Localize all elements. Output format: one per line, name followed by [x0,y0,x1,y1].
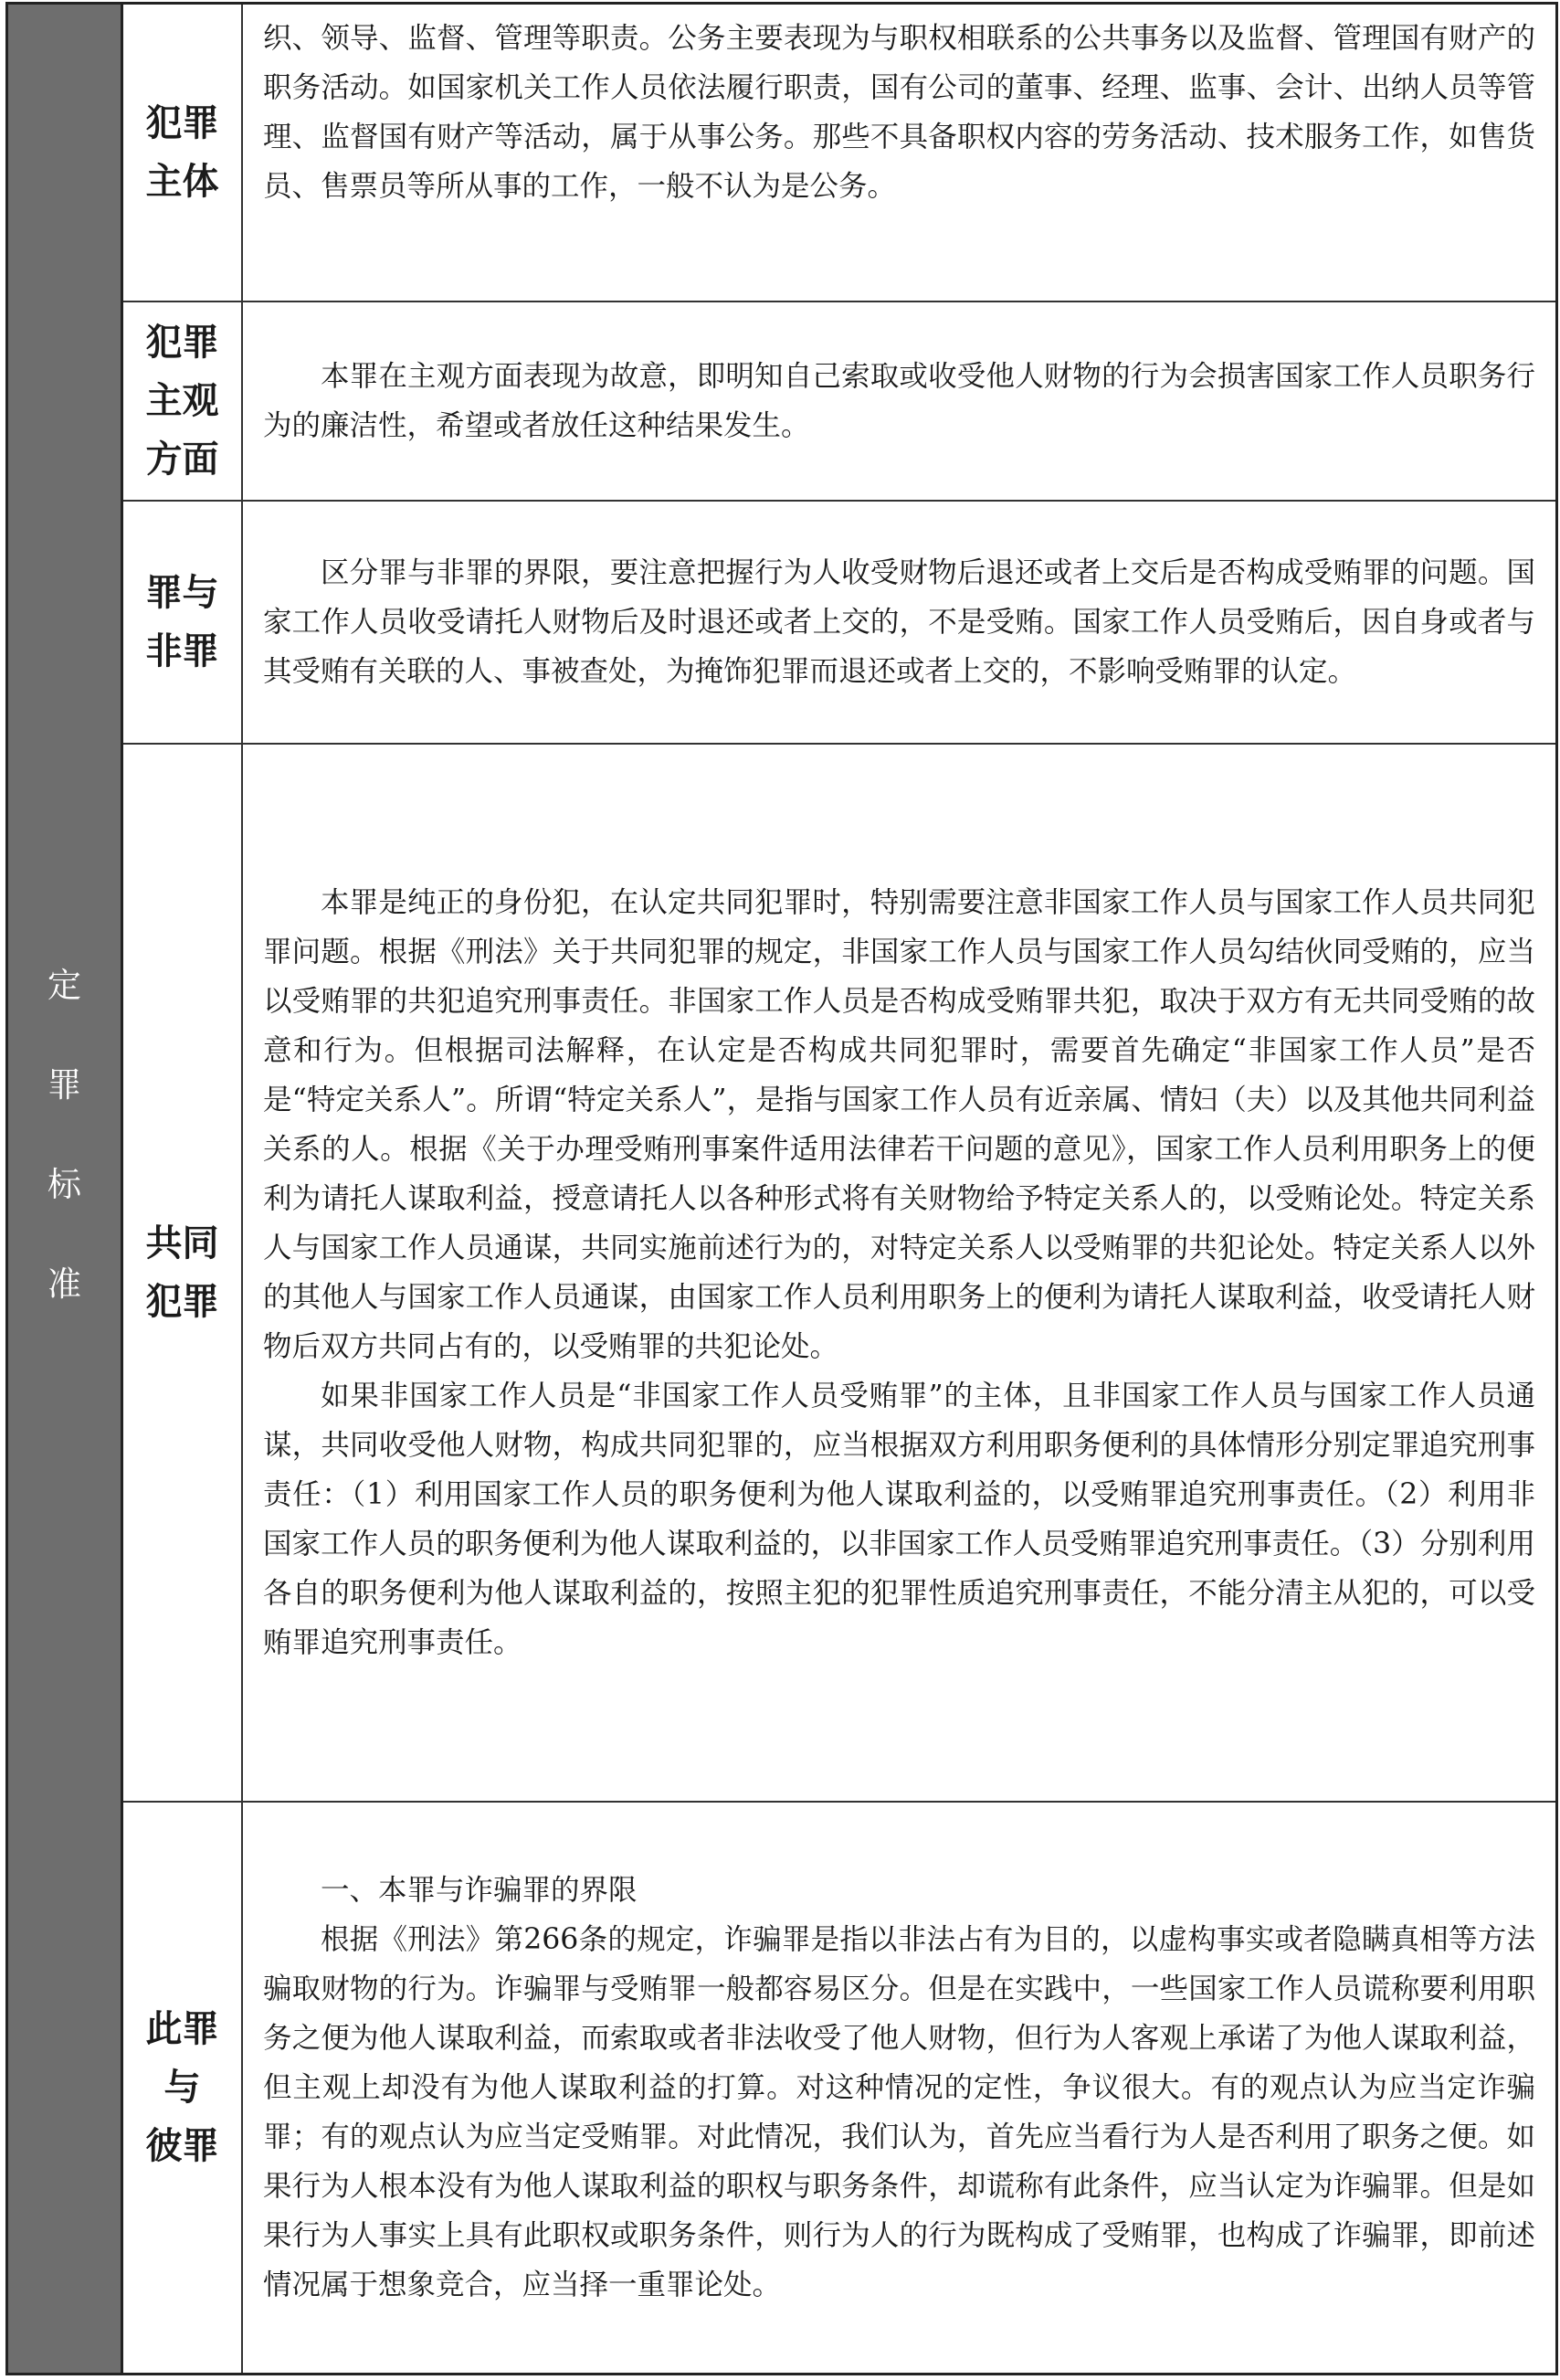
row-heading [123,745,243,1801]
paragraph: 区分罪与非罪的界限，要注意把握行为人收受财物后退还或者上交后是否构成受贿罪的问题。国家工作人员收受请托人财物后及时退还或者上交的，不是受贿。国家工作人员受贿后，因自身或者与其受贿有关联的人、事被查处，为掩饰犯罪而退还或者上交的，不影响受贿罪的认定。 [263,556,1535,688]
row-heading-line: 共同 [145,1222,219,1264]
row-content [243,5,1555,301]
paragraph: 本罪在主观方面表现为故意，即明知自己索取或收受他人财物的行为会损害国家工作人员职务行为的廉洁性，希望或者放任这种结果发生。 [263,360,1535,442]
sidebar-char: 标 [47,1165,81,1204]
sidebar-label [8,968,121,1367]
paragraph: 本罪是纯正的身份犯，在认定共同犯罪时，特别需要注意非国家工作人员与国家工作人员共同犯罪问题。根据《刑法》关于共同犯罪的规定，非国家工作人员与国家工作人员勾结伙同受贿的，应当以受贿罪的共犯追究刑事责任。非国家工作人员是否构成受贿罪共犯，取决于双方有无共同受贿的故意和行为。但根据司法解释，在认定是否构成共同犯罪时，需要首先确定“非国家工作人员”是否是“特定关系人”。所谓“特定关系人”，是指与国家工作人员有近亲属、情妇（夫）以及其他共同利益关系的人。根据《关于办理受贿刑事案件适用法律若干问题的意见》，国家工作人员利用职务上的便利为请托人谋取利益，授意请托人以各种形式将有关财物给予特定关系人的，以受贿论处。特定关系人与国家工作人员通谋，共同实施前述行为的，对特定关系人以受贿罪的共犯论处。特定关系人以外的其他人与国家工作人员通谋，由国家工作人员利用职务上的便利为请托人谋取利益，收受请托人财物后双方共同占有的，以受贿罪的共犯论处。 [263,886,1535,1363]
table-page [5,2,1558,2375]
table-rows [123,5,1555,2373]
sidebar-char: 定 [47,966,81,1005]
row-heading [123,302,243,500]
row-heading [123,1803,243,2373]
row-heading [123,502,243,743]
sidebar-char: 准 [47,1264,81,1304]
row-heading-line: 主观 [145,380,219,422]
paragraph: 织、领导、监督、管理等职责。公务主要表现为与职权相联系的公共事务以及监督、管理国有财产的职务活动。如国家机关工作人员依法履行职责，国有公司的董事、经理、监事、会计、出纳人员等管理、监督国有财产等活动，属于从事公务。那些不具备职权内容的劳务活动、技术服务工作，如售货员、售票员等所从事的工作，一般不认为是公务。 [263,22,1535,203]
row-heading-line: 此罪 [145,2008,219,2050]
table-row [123,1803,1555,2373]
row-heading-line: 彼罪 [145,2125,219,2167]
table-row [123,745,1555,1803]
row-heading-line: 与 [163,2067,201,2109]
paragraph: 一、本罪与诈骗罪的界限 [321,1874,638,1907]
table-row [123,502,1555,745]
row-heading-line: 犯罪 [145,1281,219,1323]
sidebar-column [8,5,123,2373]
paragraph: 根据《刑法》第266条的规定，诈骗罪是指以非法占有为目的，以虚构事实或者隐瞒真相等方法骗取财物的行为。诈骗罪与受贿罪一般都容易区分。但是在实践中，一些国家工作人员谎称要利用职务之便为他人谋取利益，而索取或者非法收受了他人财物，但行为人客观上承诺了为他人谋取利益，但主观上却没有为他人谋取利益的打算。对这种情况的定性，争议很大。有的观点认为应当定诈骗罪；有的观点认为应当定受贿罪。对此情况，我们认为，首先应当看行为人是否利用了职务之便。如果行为人根本没有为他人谋取利益的职权与职务条件，却谎称有此条件，应当认定为诈骗罪。但是如果行为人事实上具有此职权或职务条件，则行为人的行为既构成了受贿罪，也构成了诈骗罪，即前述情况属于想象竞合，应当择一重罪论处。 [263,1923,1535,2301]
table-row [123,5,1555,302]
row-content [243,745,1555,1801]
row-heading-line: 犯罪 [145,322,219,364]
row-content [243,502,1555,743]
row-heading-line: 方面 [145,439,219,481]
row-heading-line: 主体 [145,161,219,203]
row-content [243,1803,1555,2373]
row-heading-line: 非罪 [145,630,219,672]
row-heading-line: 罪与 [145,572,219,614]
sidebar-char: 罪 [47,1065,81,1105]
table-row [123,302,1555,502]
row-content [243,302,1555,500]
row-heading-line: 犯罪 [145,102,219,144]
paragraph: 如果非国家工作人员是“非国家工作人员受贿罪”的主体，且非国家工作人员与国家工作人员通谋，共同收受他人财物，构成共同犯罪的，应当根据双方利用职务便利的具体情形分别定罪追究刑事责任：（1）利用国家工作人员的职务便利为他人谋取利益的，以受贿罪追究刑事责任。（2）利用非国家工作人员的职务便利为他人谋取利益的，以非国家工作人员受贿罪追究刑事责任。（3）分别利用各自的职务便利为他人谋取利益的，按照主犯的犯罪性质追究刑事责任，不能分清主从犯的，可以受贿罪追究刑事责任。 [263,1380,1535,1659]
row-heading [123,5,243,301]
